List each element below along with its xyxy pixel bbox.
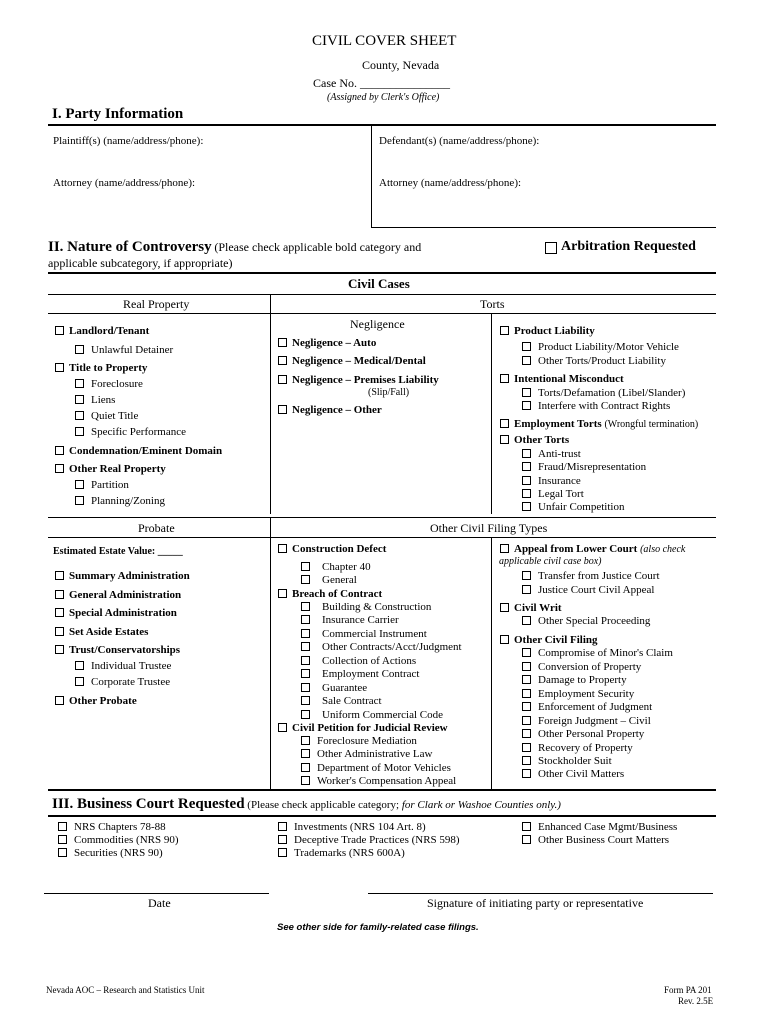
appeal-label: Appeal from Lower Court: [514, 543, 638, 555]
stockholder-label: Stockholder Suit: [538, 755, 612, 767]
divider: [48, 294, 716, 295]
foreign-judgment-label: Foreign Judgment – Civil: [538, 715, 651, 727]
unlawful-label: Unlawful Detainer: [91, 344, 174, 356]
set-aside-checkbox[interactable]: [55, 627, 64, 636]
antitrust-checkbox[interactable]: [522, 449, 531, 458]
workers-comp-label: Worker's Compensation Appeal: [317, 775, 457, 787]
dmv-label: Department of Motor Vehicles: [317, 762, 451, 774]
quiet-title-label: Quiet Title: [91, 410, 139, 422]
divider: [48, 272, 716, 274]
commercial-label: Commercial Instrument: [322, 628, 427, 640]
other-matters-label: Other Civil Matters: [538, 768, 625, 780]
construction-defect-label: Construction Defect: [292, 543, 387, 555]
product-liability-label: Product Liability: [514, 325, 595, 337]
chapter40-label: Chapter 40: [322, 561, 371, 573]
nature-heading-line: [48, 239, 421, 256]
general-checkbox[interactable]: [301, 575, 310, 584]
partition-checkbox[interactable]: [75, 480, 84, 489]
revision: Rev. 2.5E: [678, 996, 714, 1006]
see-other-side-note: See other side for family-related case filings.: [277, 922, 479, 933]
trust-label: Trust/Conservatorships: [69, 644, 181, 656]
slip-fall-label: (Slip/Fall): [368, 387, 410, 398]
unlawful-checkbox[interactable]: [75, 345, 84, 354]
liens-checkbox[interactable]: [75, 395, 84, 404]
business-note: (Please check applicable category;: [247, 799, 400, 811]
partition-label: Partition: [91, 479, 129, 491]
wrongful-label: (Wrongful termination): [604, 419, 699, 430]
party-column-divider: [371, 125, 372, 227]
liens-label: Liens: [91, 394, 116, 406]
nature-note-2: applicable subcategory, if appropriate): [48, 256, 233, 270]
special-proceeding-label: Other Special Proceeding: [538, 615, 651, 627]
other-contracts-label: Other Contracts/Acct/Judgment: [322, 641, 462, 653]
real-property-heading: Real Property: [123, 297, 190, 311]
individual-trustee-label: Individual Trustee: [91, 660, 172, 672]
transfer-checkbox[interactable]: [522, 571, 531, 580]
estate-value-label: Estimated Estate Value: _____: [53, 546, 183, 557]
planning-checkbox[interactable]: [75, 496, 84, 505]
defendant-label: Defendant(s) (name/address/phone):: [379, 135, 540, 147]
other-real-property-checkbox[interactable]: [55, 464, 64, 473]
sale-checkbox[interactable]: [301, 696, 310, 705]
unfair-label: Unfair Competition: [538, 501, 625, 513]
date-line[interactable]: [44, 893, 269, 894]
divider: [48, 313, 716, 314]
signature-line[interactable]: [368, 893, 713, 894]
negligence-heading: Negligence: [350, 317, 405, 331]
recovery-checkbox[interactable]: [522, 743, 531, 752]
ucc-label: Uniform Commercial Code: [322, 709, 443, 721]
business-heading: III. Business Court Requested: [52, 796, 245, 812]
transfer-label: Transfer from Justice Court: [538, 570, 660, 582]
appeal-note-2: applicable civil case box): [499, 556, 602, 567]
collection-label: Collection of Actions: [322, 655, 417, 667]
trust-checkbox[interactable]: [55, 645, 64, 654]
party-heading: I. Party Information: [52, 106, 184, 122]
employment-torts-line: [514, 418, 698, 430]
chapter40-checkbox[interactable]: [301, 562, 310, 571]
compromise-label: Compromise of Minor's Claim: [538, 647, 673, 659]
general-admin-checkbox[interactable]: [55, 590, 64, 599]
foreclosure-label: Foreclosure: [91, 378, 143, 390]
commodities-label: Commodities (NRS 90): [74, 834, 179, 846]
individual-trustee-checkbox[interactable]: [75, 661, 84, 670]
neg-other-label: Negligence – Other: [292, 404, 382, 416]
plaintiff-label: Plaintiff(s) (name/address/phone):: [53, 135, 204, 147]
legal-tort-label: Legal Tort: [538, 488, 584, 500]
commodities-checkbox[interactable]: [58, 835, 67, 844]
divider: [48, 815, 716, 817]
justice-appeal-label: Justice Court Civil Appeal: [538, 584, 655, 596]
workers-comp-checkbox[interactable]: [301, 776, 310, 785]
neg-premises-checkbox[interactable]: [278, 375, 287, 384]
nature-note: (Please check applicable bold category and: [214, 240, 422, 254]
form-number: Form PA 201: [664, 985, 712, 995]
planning-label: Planning/Zoning: [91, 495, 165, 507]
investments-label: Investments (NRS 104 Art. 8): [294, 821, 426, 833]
special-proceeding-checkbox[interactable]: [522, 616, 531, 625]
other-civil-filing-checkbox[interactable]: [500, 635, 509, 644]
product-auto-label: Product Liability/Motor Vehicle: [538, 341, 679, 353]
stockholder-checkbox[interactable]: [522, 756, 531, 765]
corporate-trustee-checkbox[interactable]: [75, 677, 84, 686]
antitrust-label: Anti-trust: [538, 448, 581, 460]
breach-checkbox[interactable]: [278, 589, 287, 598]
insurance-label: Insurance: [538, 475, 581, 487]
libel-label: Torts/Defamation (Libel/Slander): [538, 387, 686, 399]
column-divider: [270, 517, 271, 789]
date-label: Date: [148, 896, 171, 910]
general-label: General: [322, 574, 357, 586]
arbitration-label: Arbitration Requested: [561, 239, 696, 254]
ucc-checkbox[interactable]: [301, 710, 310, 719]
other-civil-filing-label: Other Civil Filing: [514, 634, 598, 646]
footer-left: Nevada AOC – Research and Statistics Unit: [46, 985, 205, 995]
special-admin-checkbox[interactable]: [55, 608, 64, 617]
set-aside-label: Set Aside Estates: [69, 626, 149, 638]
nature-heading: II. Nature of Controversy: [48, 239, 212, 255]
neg-auto-checkbox[interactable]: [278, 338, 287, 347]
civil-writ-label: Civil Writ: [514, 602, 562, 614]
business-heading-line: [52, 796, 561, 813]
product-other-checkbox[interactable]: [522, 356, 531, 365]
damage-label: Damage to Property: [538, 674, 627, 686]
column-divider: [491, 313, 492, 514]
county-label: County, Nevada: [362, 58, 440, 72]
other-business-label: Other Business Court Matters: [538, 834, 670, 846]
title-property-checkbox[interactable]: [55, 363, 64, 372]
specific-performance-checkbox[interactable]: [75, 427, 84, 436]
trademarks-label: Trademarks (NRS 600A): [294, 847, 405, 859]
product-auto-checkbox[interactable]: [522, 342, 531, 351]
other-business-checkbox[interactable]: [522, 835, 531, 844]
enhanced-checkbox[interactable]: [522, 822, 531, 831]
ins-carrier-label: Insurance Carrier: [322, 614, 399, 626]
dmv-checkbox[interactable]: [301, 763, 310, 772]
foreclosure-mediation-checkbox[interactable]: [301, 736, 310, 745]
employment-torts-label: Employment Torts: [514, 418, 602, 430]
other-admin-checkbox[interactable]: [301, 749, 310, 758]
landlord-checkbox[interactable]: [55, 326, 64, 335]
emp-contract-checkbox[interactable]: [301, 669, 310, 678]
assigned-note: (Assigned by Clerk's Office): [327, 92, 440, 103]
intentional-label: Intentional Misconduct: [514, 373, 624, 385]
interfere-checkbox[interactable]: [522, 401, 531, 410]
intentional-checkbox[interactable]: [500, 374, 509, 383]
ins-carrier-checkbox[interactable]: [301, 615, 310, 624]
investments-checkbox[interactable]: [278, 822, 287, 831]
enforcement-label: Enforcement of Judgment: [538, 701, 653, 713]
building-label: Building & Construction: [322, 601, 432, 613]
divider: [48, 124, 716, 126]
product-other-label: Other Torts/Product Liability: [538, 355, 666, 367]
summary-admin-label: Summary Administration: [69, 570, 190, 582]
civil-cases-heading: Civil Cases: [348, 276, 410, 291]
summary-admin-checkbox[interactable]: [55, 571, 64, 580]
justice-appeal-checkbox[interactable]: [522, 585, 531, 594]
specific-performance-label: Specific Performance: [91, 426, 186, 438]
torts-heading: Torts: [480, 297, 505, 311]
signature-label: Signature of initiating party or representative: [427, 896, 644, 910]
other-matters-checkbox[interactable]: [522, 769, 531, 778]
enhanced-label: Enhanced Case Mgmt/Business: [538, 821, 678, 833]
product-liability-checkbox[interactable]: [500, 326, 509, 335]
commercial-checkbox[interactable]: [301, 629, 310, 638]
insurance-checkbox[interactable]: [522, 476, 531, 485]
conversion-label: Conversion of Property: [538, 661, 642, 673]
neg-premises-label: Negligence – Premises Liability: [292, 374, 439, 386]
other-torts-label: Other Torts: [514, 434, 570, 446]
damage-checkbox[interactable]: [522, 675, 531, 684]
condemnation-label: Condemnation/Eminent Domain: [69, 445, 223, 457]
legal-tort-checkbox[interactable]: [522, 489, 531, 498]
other-probate-checkbox[interactable]: [55, 696, 64, 705]
form-title: CIVIL COVER SHEET: [312, 33, 457, 49]
arbitration-checkbox[interactable]: [545, 242, 557, 254]
nrs78-checkbox[interactable]: [58, 822, 67, 831]
foreclosure-checkbox[interactable]: [75, 379, 84, 388]
emp-security-checkbox[interactable]: [522, 689, 531, 698]
breach-label: Breach of Contract: [292, 588, 383, 600]
guarantee-label: Guarantee: [322, 682, 368, 694]
other-personal-label: Other Personal Property: [538, 728, 645, 740]
collection-checkbox[interactable]: [301, 656, 310, 665]
emp-contract-label: Employment Contract: [322, 668, 420, 680]
probate-heading: Probate: [138, 521, 175, 535]
emp-security-label: Employment Security: [538, 688, 635, 700]
business-note-italic: for Clark or Washoe Counties only.): [401, 799, 561, 811]
appeal-checkbox[interactable]: [500, 544, 509, 553]
civil-writ-checkbox[interactable]: [500, 603, 509, 612]
building-checkbox[interactable]: [301, 602, 310, 611]
compromise-checkbox[interactable]: [522, 648, 531, 657]
other-personal-checkbox[interactable]: [522, 729, 531, 738]
trademarks-checkbox[interactable]: [278, 848, 287, 857]
neg-medical-label: Negligence – Medical/Dental: [292, 355, 426, 367]
landlord-label: Landlord/Tenant: [69, 325, 150, 337]
enforcement-checkbox[interactable]: [522, 702, 531, 711]
conversion-checkbox[interactable]: [522, 662, 531, 671]
neg-auto-label: Negligence – Auto: [292, 337, 377, 349]
employment-torts-checkbox[interactable]: [500, 419, 509, 428]
judicial-review-checkbox[interactable]: [278, 723, 287, 732]
interfere-label: Interfere with Contract Rights: [538, 400, 671, 412]
condemnation-checkbox[interactable]: [55, 446, 64, 455]
corporate-trustee-label: Corporate Trustee: [91, 676, 171, 688]
appeal-line: [514, 543, 685, 555]
deceptive-checkbox[interactable]: [278, 835, 287, 844]
fraud-checkbox[interactable]: [522, 462, 531, 471]
securities-checkbox[interactable]: [58, 848, 67, 857]
libel-checkbox[interactable]: [522, 388, 531, 397]
other-torts-checkbox[interactable]: [500, 435, 509, 444]
case-number: Case No. _______________: [313, 76, 450, 90]
foreign-judgment-checkbox[interactable]: [522, 716, 531, 725]
other-contracts-checkbox[interactable]: [301, 642, 310, 651]
general-admin-label: General Administration: [69, 589, 182, 601]
neg-other-checkbox[interactable]: [278, 405, 287, 414]
recovery-label: Recovery of Property: [538, 742, 633, 754]
attorney-left-label: Attorney (name/address/phone):: [53, 177, 196, 189]
nrs78-label: NRS Chapters 78-88: [74, 821, 166, 833]
other-probate-label: Other Probate: [69, 695, 137, 707]
title-property-label: Title to Property: [69, 362, 148, 374]
construction-defect-checkbox[interactable]: [278, 544, 287, 553]
neg-medical-checkbox[interactable]: [278, 356, 287, 365]
sale-label: Sale Contract: [322, 695, 382, 707]
securities-label: Securities (NRS 90): [74, 847, 163, 859]
other-real-property-label: Other Real Property: [69, 463, 166, 475]
other-admin-label: Other Administrative Law: [317, 748, 433, 760]
deceptive-label: Deceptive Trade Practices (NRS 598): [294, 834, 460, 846]
other-civil-types-heading: Other Civil Filing Types: [430, 521, 548, 535]
guarantee-checkbox[interactable]: [301, 683, 310, 692]
column-divider: [491, 537, 492, 789]
fraud-label: Fraud/Misrepresentation: [538, 461, 647, 473]
judicial-review-label: Civil Petition for Judicial Review: [292, 722, 448, 734]
attorney-right-label: Attorney (name/address/phone):: [379, 177, 522, 189]
special-admin-label: Special Administration: [69, 607, 177, 619]
quiet-title-checkbox[interactable]: [75, 411, 84, 420]
divider: [371, 227, 716, 228]
column-divider: [270, 294, 271, 514]
divider: [48, 789, 716, 791]
divider: [48, 517, 716, 518]
divider: [48, 537, 716, 538]
appeal-note: (also check: [640, 544, 686, 555]
foreclosure-mediation-label: Foreclosure Mediation: [317, 735, 417, 747]
unfair-checkbox[interactable]: [522, 502, 531, 511]
